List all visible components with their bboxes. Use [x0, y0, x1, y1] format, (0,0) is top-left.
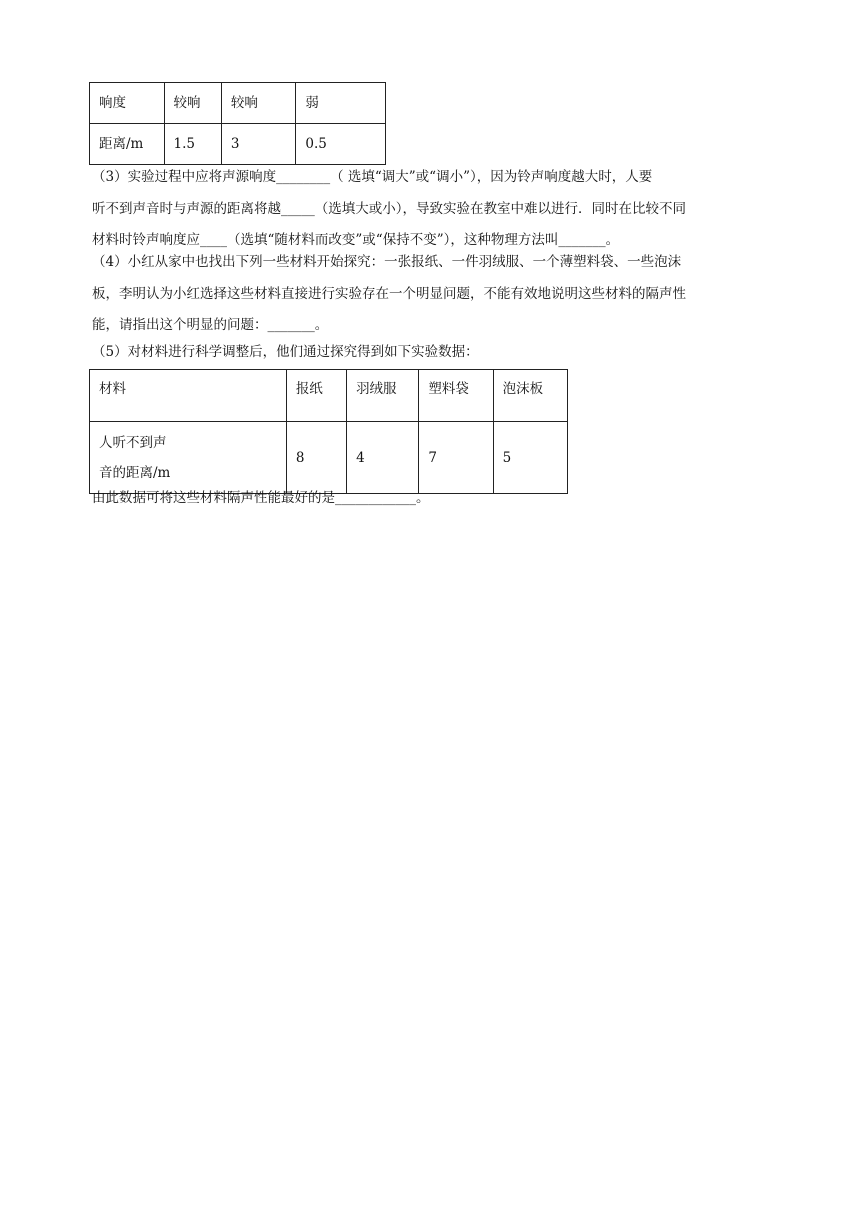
row-label-line-1: 人听不到声	[99, 434, 167, 451]
table-cell: 1.5	[164, 124, 221, 165]
table-cell: 0.5	[296, 124, 386, 165]
question-3-line-2: 听不到声音时与声源的距离将越_____（选填大或小），导致实验在教室中难以进行．同时在比较不同	[92, 201, 686, 217]
loudness-distance-table	[89, 82, 386, 165]
question-5-line-1: （5）对材料进行科学调整后，他们通过探究得到如下实验数据：	[92, 344, 479, 360]
row-label-line-2: 音的距离/m	[99, 464, 171, 481]
material-insulation-table	[89, 369, 568, 494]
table-cell: 8	[286, 422, 346, 494]
table-cell: 4	[347, 422, 419, 494]
conclusion-line: 由此数据可将这些材料隔声性能最好的是____________。	[92, 490, 430, 506]
table-header-cell: 泡沫板	[493, 370, 567, 422]
table-row	[90, 124, 386, 165]
question-3-line-1: （3）实验过程中应将声源响度________（ 选填“调大”或“调小”），因为铃声响度越大时，人要	[92, 169, 653, 185]
table-row	[90, 422, 568, 494]
question-4-line-2: 板，李明认为小红选择这些材料直接进行实验存在一个明显问题，不能有效地说明这些材料的隔声性	[92, 286, 686, 302]
table-cell: 较响	[164, 83, 221, 124]
table-header-row	[90, 370, 568, 422]
table-header-cell: 塑料袋	[419, 370, 493, 422]
table-header-cell: 报纸	[286, 370, 346, 422]
question-4-line-1: （4）小红从家中也找出下列一些材料开始探究：一张报纸、一件羽绒服、一个薄塑料袋、一些泡沫	[92, 254, 682, 270]
table-cell: 弱	[296, 83, 386, 124]
row-label-cell	[90, 422, 287, 494]
question-4-line-3: 能，请指出这个明显的问题：_______。	[92, 317, 329, 333]
table-cell: 7	[419, 422, 493, 494]
table-cell: 距离/m	[90, 124, 165, 165]
table-cell: 响度	[90, 83, 165, 124]
table-cell: 5	[493, 422, 567, 494]
table-header-cell: 材料	[90, 370, 287, 422]
question-3-line-3: 材料时铃声响度应____（选填“随材料而改变”或“保持不变”），这种物理方法叫_______。	[92, 232, 620, 248]
table-row	[90, 83, 386, 124]
table-cell: 较响	[221, 83, 296, 124]
table-header-cell: 羽绒服	[347, 370, 419, 422]
table-cell: 3	[221, 124, 296, 165]
